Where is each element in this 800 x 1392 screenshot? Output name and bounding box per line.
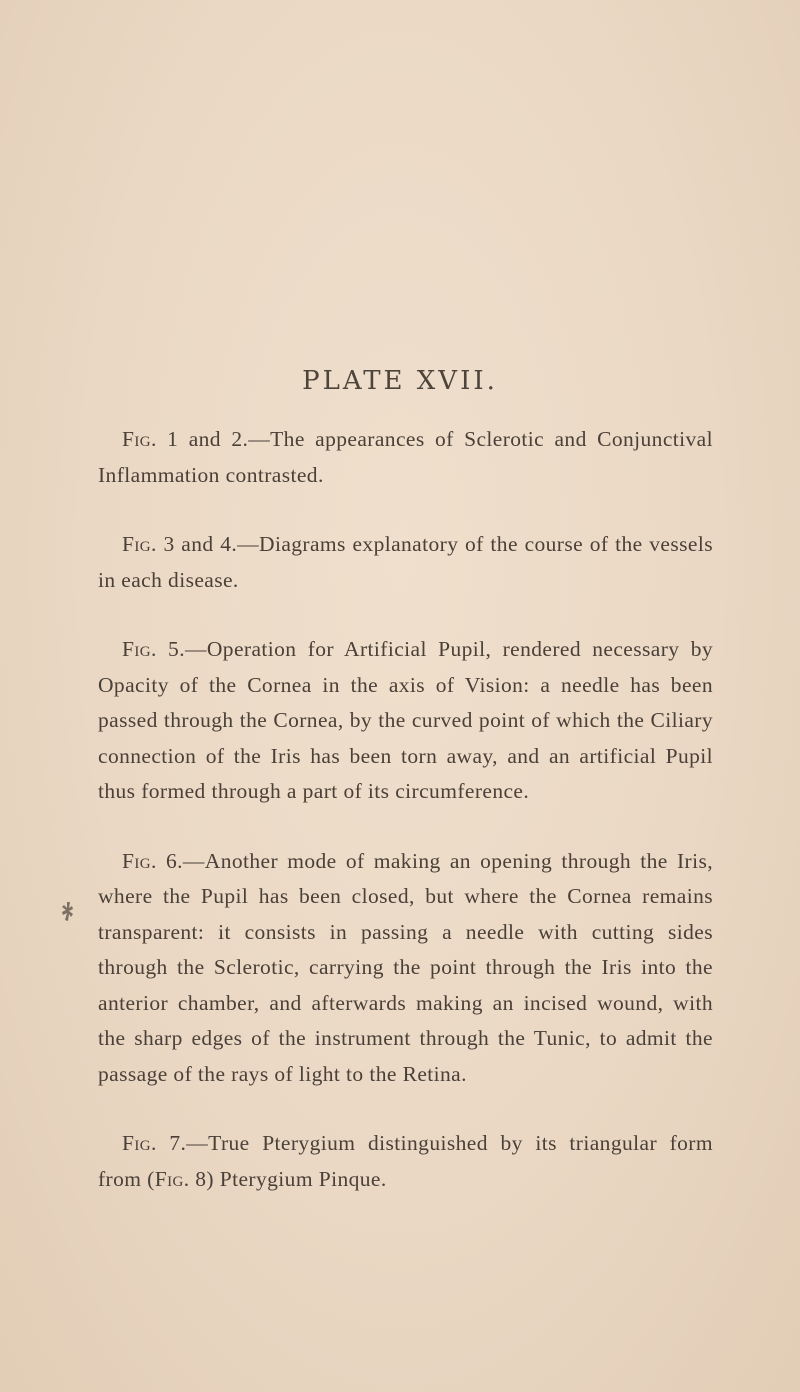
figure-descriptions	[98, 422, 713, 1231]
fig-label: Fig.	[122, 427, 157, 451]
paragraph-fig-3-4	[98, 527, 713, 598]
fig-label: Fig.	[122, 532, 157, 556]
paragraph-fig-6	[98, 844, 713, 1093]
paragraph-text: 8) Pterygium Pinque.	[189, 1166, 387, 1191]
fig-label: Fig.	[122, 637, 157, 661]
paragraph-text: 6.—Another mode of making an opening through the Iris, where the Pupil has been closed, but where the Cornea remains transparent: it consists in passing a needle with cutting sides through the Sclerotic, carrying the point through the Iris into the anterior chamber, and afterwards making an incised wound, with the sharp edges of the instrument through the Tunic, to admit the passage of the rays of light to the Retina.	[98, 848, 713, 1086]
paragraph-fig-1-2	[98, 422, 713, 493]
ink-blot-icon	[58, 900, 80, 924]
paragraph-text: 7.—True Pterygium distinguished by its triangular form from (	[98, 1131, 713, 1191]
paragraph-text: 1 and 2.—The appearances of Sclerotic and Conjunctival Inflammation contrasted.	[98, 427, 713, 487]
fig-label: Fig.	[122, 1131, 157, 1155]
paragraph-text: 5.—Operation for Artificial Pupil, rendered necessary by Opacity of the Cornea in the axis of Vision: a needle has been passed through the Cornea, by the curved point of which the Ciliary connection of the Iris has been torn away, and an artificial Pupil thus formed through a part of its circumference.	[98, 637, 713, 803]
fig-label: Fig.	[154, 1166, 190, 1191]
paragraph-fig-7-8	[98, 1126, 713, 1197]
paragraph-text: 3 and 4.—Diagrams explanatory of the course of the vessels in each disease.	[98, 532, 713, 592]
fig-label: Fig.	[122, 848, 157, 873]
plate-title: PLATE XVII.	[302, 366, 498, 396]
paragraph-fig-5	[98, 632, 713, 810]
